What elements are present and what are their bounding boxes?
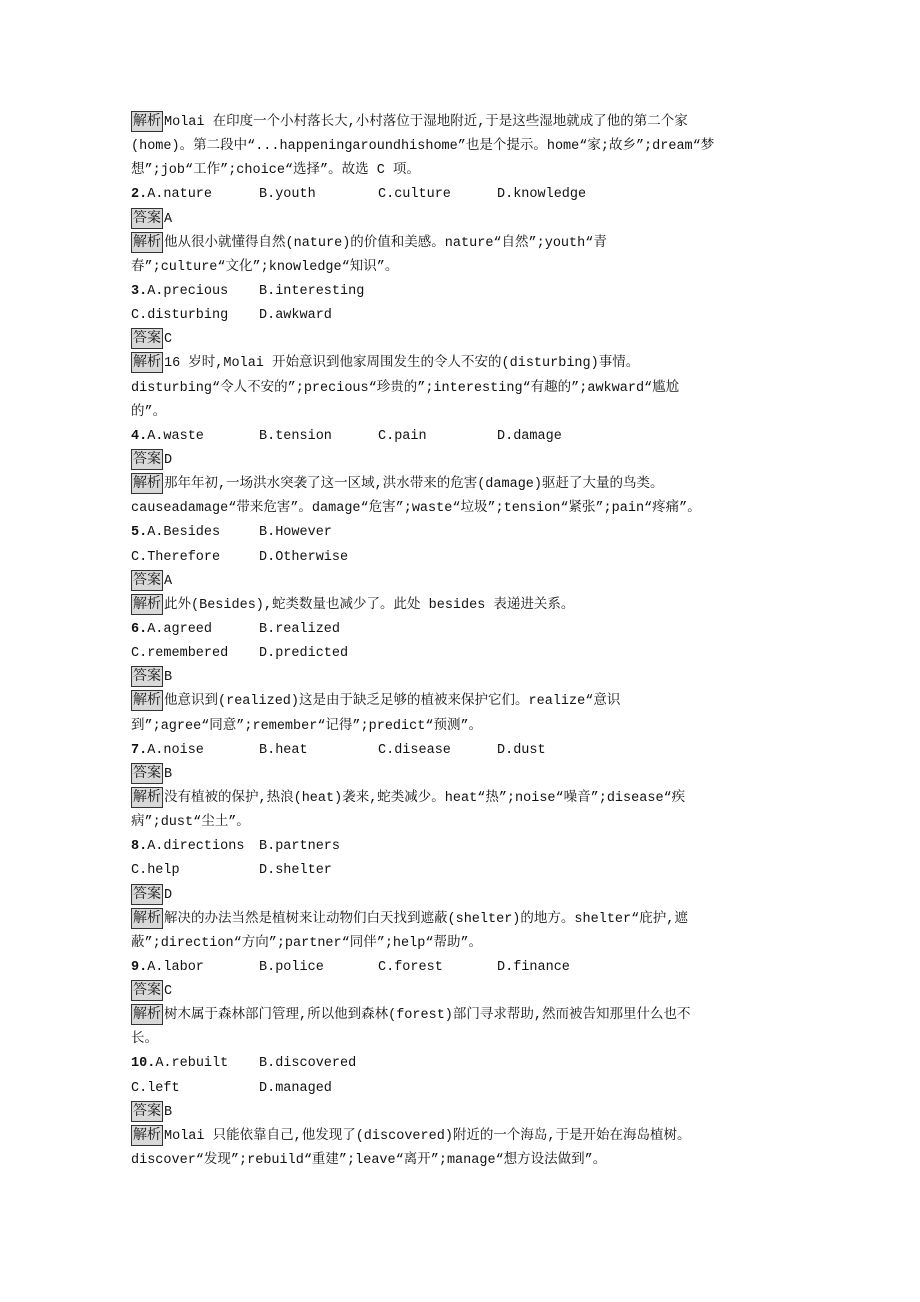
option-choice [259,280,378,304]
question-number: 9. [131,959,148,975]
analysis-text: Molai 在印度一个小村落长大,小村落位于湿地附近,于是这些湿地就成了他的第二个家 [164,115,688,131]
option-choice [259,859,378,883]
question-number: 3. [131,283,148,299]
option-text: A.noise [147,742,204,758]
answer-value: A [164,573,173,589]
analysis-line [131,690,811,714]
options-line [131,618,811,642]
answer-value: C [164,984,173,1000]
analysis-tag: 解析 [131,908,163,929]
option-text: B.discovered [259,1056,357,1072]
answer-tag: 答案 [131,884,163,905]
option-choice [131,1077,259,1101]
answer-value: B [164,766,173,782]
text-line [131,932,811,956]
question-number: 6. [131,621,148,637]
option-text: C.pain [378,428,427,444]
answer-value: C [164,332,173,348]
options-line [131,183,811,207]
option-text: A.rebuilt [155,1056,229,1072]
options-line [131,546,811,570]
text-line [131,497,811,521]
option-text: A.precious [147,283,229,299]
analysis-text: (home)。第二段中“...happeningaroundhishome”也是个提示。home“家;故乡”;dream“梦 [131,139,715,155]
text-line [131,1028,811,1052]
analysis-line [131,111,811,135]
answer-value: D [164,453,173,469]
option-text: A.waste [147,428,204,444]
analysis-tag: 解析 [131,352,163,373]
analysis-line [131,1125,811,1149]
option-choice [378,183,497,207]
analysis-tag: 解析 [131,787,163,808]
option-choice [497,183,586,207]
analysis-text: Molai 只能依靠自己,他发现了(discovered)附近的一个海岛,于是开始在海岛植树。 [164,1128,691,1144]
option-text: B.police [259,959,324,975]
option-choice [131,739,259,763]
option-text: D.predicted [259,646,349,662]
option-choice [131,304,259,328]
analysis-line [131,473,811,497]
option-text: C.disease [378,742,451,758]
option-choice [497,956,570,980]
option-text: C.forest [378,959,443,975]
option-choice [378,425,497,449]
option-choice [131,280,259,304]
analysis-tag: 解析 [131,690,163,711]
option-choice [131,835,259,859]
text-line [131,135,811,159]
option-choice [259,642,378,666]
options-line [131,956,811,980]
analysis-text: 他从很小就懂得自然(nature)的价值和美感。nature“自然”;youth“青 [164,235,607,251]
analysis-text: 此外(Besides),蛇类数量也减少了。此处 besides 表递进关系。 [164,597,575,613]
option-choice [259,956,378,980]
answer-line [131,449,811,473]
question-number: 8. [131,839,148,855]
analysis-line [131,1004,811,1028]
option-text: B.heat [259,742,308,758]
answer-value: D [164,887,173,903]
option-text: A.labor [147,959,204,975]
text-line [131,1149,811,1173]
analysis-text: 那年年初,一场洪水突袭了这一区域,洪水带来的危害(damage)驱赶了大量的鸟类。 [164,477,664,493]
answer-tag: 答案 [131,763,163,784]
answer-line [131,884,811,908]
options-line [131,835,811,859]
option-text: A.directions [147,839,245,855]
options-line [131,521,811,545]
answer-tag: 答案 [131,328,163,349]
option-text: B.partners [259,839,341,855]
analysis-line [131,352,811,376]
analysis-text: 解决的办法当然是植树来让动物们白天找到遮蔽(shelter)的地方。shelter“庇护,遮 [164,911,688,927]
answer-tag: 答案 [131,980,163,1001]
question-number: 4. [131,428,148,444]
option-choice [259,835,378,859]
answer-value: B [164,670,173,686]
options-line [131,642,811,666]
analysis-tag: 解析 [131,473,163,494]
answer-value: A [164,211,173,227]
option-text: D.finance [497,959,570,975]
analysis-text: 16 岁时,Molai 开始意识到他家周围发生的令人不安的(disturbing)事情。 [164,356,640,372]
option-choice [497,425,562,449]
analysis-text: 病”;dust“尘土”。 [131,815,250,831]
option-choice [259,183,378,207]
analysis-text: 他意识到(realized)这是由于缺乏足够的植被来保护它们。realize“意识 [164,694,621,710]
option-choice [131,618,259,642]
option-text: D.managed [259,1080,332,1096]
options-line [131,304,811,328]
option-choice [131,956,259,980]
option-choice [131,425,259,449]
option-text: B.realized [259,621,341,637]
question-number: 5. [131,525,148,541]
option-text: D.damage [497,428,562,444]
option-text: C.culture [378,187,451,203]
answer-line [131,1101,811,1125]
analysis-tag: 解析 [131,594,163,615]
option-choice [131,859,259,883]
option-choice [259,739,378,763]
option-text: D.Otherwise [259,549,349,565]
option-text: B.However [259,525,332,541]
analysis-text: causeadamage“带来危害”。damage“危害”;waste“垃圾”;tension“紧张”;pain“疼痛”。 [131,501,701,517]
option-choice [131,546,259,570]
options-line [131,425,811,449]
question-number: 2. [131,187,148,203]
answer-tag: 答案 [131,570,163,591]
answer-tag: 答案 [131,449,163,470]
option-text: B.tension [259,428,332,444]
text-line [131,811,811,835]
text-line [131,159,811,183]
answer-tag: 答案 [131,1101,163,1122]
answer-line [131,208,811,232]
option-text: D.knowledge [497,187,587,203]
option-choice [259,1052,378,1076]
analysis-tag: 解析 [131,232,163,253]
question-number: 10. [131,1056,156,1072]
analysis-text: 到”;agree“同意”;remember“记得”;predict“预测”。 [131,718,483,734]
options-line [131,280,811,304]
option-text: C.Therefore [131,549,221,565]
answer-tag: 答案 [131,666,163,687]
answer-line [131,570,811,594]
option-choice [131,521,259,545]
option-text: B.youth [259,187,316,203]
option-choice [131,183,259,207]
analysis-text: 春”;culture“文化”;knowledge“知识”。 [131,259,399,275]
analysis-text: 蔽”;direction“方向”;partner“同伴”;help“帮助”。 [131,935,483,951]
analysis-text: 想”;job“工作”;choice“选择”。故选 C 项。 [131,163,420,179]
analysis-text: discover“发现”;rebuild“重建”;leave“离开”;manage“想方设法做到”。 [131,1153,607,1169]
analysis-line [131,908,811,932]
option-text: C.remembered [131,646,229,662]
answer-line [131,980,811,1004]
option-choice [131,1052,259,1076]
answer-line [131,763,811,787]
option-choice [378,739,497,763]
analysis-line [131,594,811,618]
option-choice [497,739,546,763]
analysis-line [131,787,811,811]
analysis-line [131,232,811,256]
option-text: B.interesting [259,283,365,299]
answer-line [131,666,811,690]
option-choice [259,521,378,545]
analysis-tag: 解析 [131,1125,163,1146]
analysis-tag: 解析 [131,1004,163,1025]
option-text: D.dust [497,742,546,758]
answer-tag: 答案 [131,208,163,229]
option-choice [131,642,259,666]
option-choice [259,546,378,570]
option-choice [259,1077,378,1101]
option-text: D.shelter [259,863,332,879]
answer-line [131,328,811,352]
option-text: A.Besides [147,525,221,541]
options-line [131,739,811,763]
option-text: D.awkward [259,308,332,324]
question-number: 7. [131,742,148,758]
option-choice [378,956,497,980]
option-text: C.disturbing [131,308,229,324]
option-text: C.help [131,863,180,879]
option-text: C.left [131,1080,180,1096]
text-line [131,256,811,280]
text-line [131,401,811,425]
analysis-text: 没有植被的保护,热浪(heat)袭来,蛇类减少。heat“热”;noise“噪音”;disease“疾 [164,791,686,806]
analysis-text: 的”。 [131,404,167,420]
text-line [131,715,811,739]
option-text: A.nature [147,187,213,203]
text-line [131,377,811,401]
analysis-text: 长。 [131,1032,158,1048]
analysis-text: disturbing“令人不安的”;precious“珍贵的”;interesting“有趣的”;awkward“尴尬 [131,380,680,396]
options-line [131,859,811,883]
options-line [131,1077,811,1101]
options-line [131,1052,811,1076]
option-text: A.agreed [147,621,213,637]
answer-key-document [131,111,811,1173]
analysis-tag: 解析 [131,111,163,132]
option-choice [259,425,378,449]
option-choice [259,304,378,328]
option-choice [259,618,378,642]
answer-value: B [164,1104,173,1120]
analysis-text: 树木属于森林部门管理,所以他到森林(forest)部门寻求帮助,然而被告知那里什么也不 [164,1008,691,1024]
